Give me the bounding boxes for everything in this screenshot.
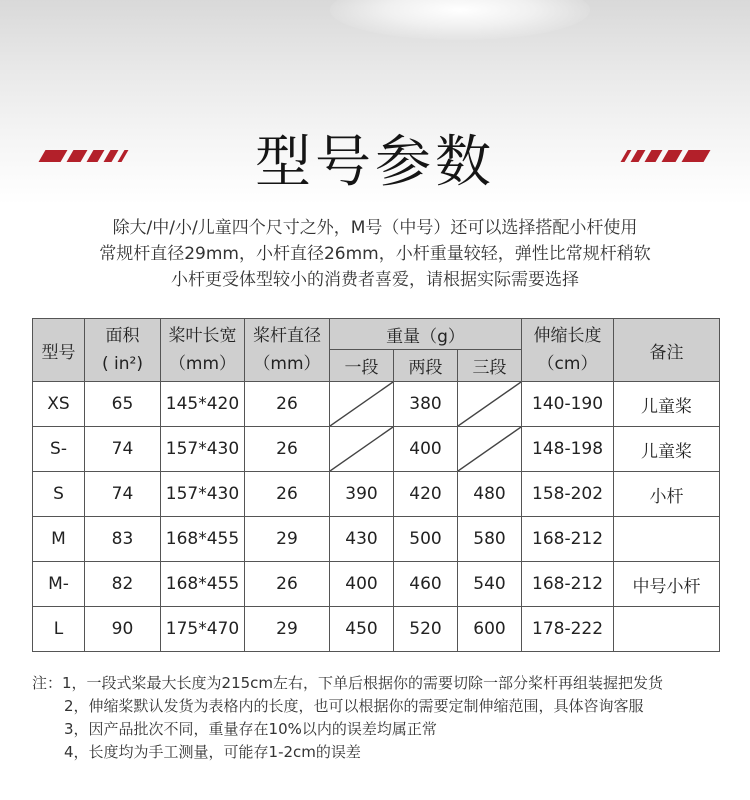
intro-text [0, 215, 750, 293]
header-length-unit: （cm） [537, 354, 598, 374]
cell-model: S- [33, 427, 85, 472]
table-row [33, 427, 720, 472]
intro-line: 除大/中/小/儿童四个尺寸之外，M号（中号）还可以选择搭配小杆使用 [112, 218, 638, 238]
cell-shaft: 26 [245, 427, 330, 472]
cell-length: 168-212 [522, 562, 614, 607]
header-blade-label: 桨叶长宽 [168, 326, 237, 346]
note-line: 4，长度均为手工测量，可能存1-2cm的误差 [64, 743, 361, 761]
cell-shaft: 26 [245, 382, 330, 427]
note-line: 3，因产品批次不同，重量存在10%以内的误差均属正常 [64, 720, 437, 738]
cell-area: 90 [85, 607, 161, 652]
cell-length: 140-190 [522, 382, 614, 427]
notes [32, 672, 732, 764]
cell-area: 65 [85, 382, 161, 427]
cell-blade: 145*420 [161, 382, 245, 427]
header-area [85, 319, 161, 382]
header-model: 型号 [33, 319, 85, 382]
cell-weight-two: 500 [394, 517, 458, 562]
cell-weight-two: 420 [394, 472, 458, 517]
cell-model: M [33, 517, 85, 562]
cell-area: 74 [85, 427, 161, 472]
header-weight-three-piece: 三段 [458, 350, 522, 382]
cell-weight-one: 450 [330, 607, 394, 652]
header-area-label: 面积 [105, 326, 140, 346]
intro-line: 常规杆直径29mm，小杆直径26mm，小杆重量较轻，弹性比常规杆稍软 [99, 244, 651, 264]
cell-remark: 儿童桨 [614, 427, 720, 472]
cell-weight-one: 390 [330, 472, 394, 517]
cell-weight-na [458, 382, 522, 427]
cell-shaft: 26 [245, 562, 330, 607]
table-row [33, 517, 720, 562]
cell-area: 74 [85, 472, 161, 517]
cell-weight-three: 600 [458, 607, 522, 652]
cell-weight-one: 400 [330, 562, 394, 607]
cell-length: 178-222 [522, 607, 614, 652]
cell-weight-one: 430 [330, 517, 394, 562]
page-title: 型号参数 [255, 130, 495, 195]
cell-length: 168-212 [522, 517, 614, 562]
intro-line: 小杆更受体型较小的消费者喜爱，请根据实际需要选择 [171, 270, 579, 290]
cell-weight-two: 520 [394, 607, 458, 652]
cell-blade: 168*455 [161, 562, 245, 607]
cell-area: 83 [85, 517, 161, 562]
cell-area: 82 [85, 562, 161, 607]
cell-weight-three: 540 [458, 562, 522, 607]
cell-weight-na [330, 382, 394, 427]
cell-length: 158-202 [522, 472, 614, 517]
note-line: 2，伸缩桨默认发货为表格内的长度，也可以根据你的需要定制伸缩范围，具体咨询客服 [64, 697, 644, 715]
header-remark: 备注 [614, 319, 720, 382]
cell-shaft: 26 [245, 472, 330, 517]
cell-shaft: 29 [245, 517, 330, 562]
cell-weight-three: 580 [458, 517, 522, 562]
header-blade-unit: （mm） [168, 354, 237, 374]
cell-remark: 小杆 [614, 472, 720, 517]
header-shaft-unit: （mm） [253, 354, 321, 374]
table-row [33, 472, 720, 517]
note-line: 注：1，一段式桨最大长度为215cm左右，下单后根据你的需要切除一部分桨杆再组装握把发货 [32, 674, 664, 692]
cell-blade: 157*430 [161, 427, 245, 472]
cell-length: 148-198 [522, 427, 614, 472]
cell-model: XS [33, 382, 85, 427]
table-row [33, 562, 720, 607]
spec-table [32, 318, 720, 652]
header-weight-one-piece: 一段 [330, 350, 394, 382]
decorative-stripes-right [618, 150, 714, 162]
cell-remark: 中号小杆 [614, 562, 720, 607]
header-area-unit: ( in²) [102, 354, 143, 374]
header-weight-two-piece: 两段 [394, 350, 458, 382]
header-shaft-label: 桨杆直径 [253, 326, 321, 346]
cell-weight-three: 480 [458, 472, 522, 517]
cell-weight-na [458, 427, 522, 472]
cell-weight-two: 460 [394, 562, 458, 607]
cell-weight-two: 380 [394, 382, 458, 427]
header-blade [161, 319, 245, 382]
cell-weight-na [330, 427, 394, 472]
cell-model: L [33, 607, 85, 652]
cell-model: M- [33, 562, 85, 607]
cell-blade: 175*470 [161, 607, 245, 652]
cell-weight-two: 400 [394, 427, 458, 472]
cell-remark [614, 517, 720, 562]
header-length-label: 伸缩长度 [533, 326, 602, 346]
cell-shaft: 29 [245, 607, 330, 652]
cell-blade: 157*430 [161, 472, 245, 517]
header-shaft [245, 319, 330, 382]
cell-remark: 儿童桨 [614, 382, 720, 427]
cell-model: S [33, 472, 85, 517]
header-length [522, 319, 614, 382]
header-weight: 重量（g） [330, 319, 522, 350]
cell-remark [614, 607, 720, 652]
cell-blade: 168*455 [161, 517, 245, 562]
table-row [33, 382, 720, 427]
table-row [33, 607, 720, 652]
